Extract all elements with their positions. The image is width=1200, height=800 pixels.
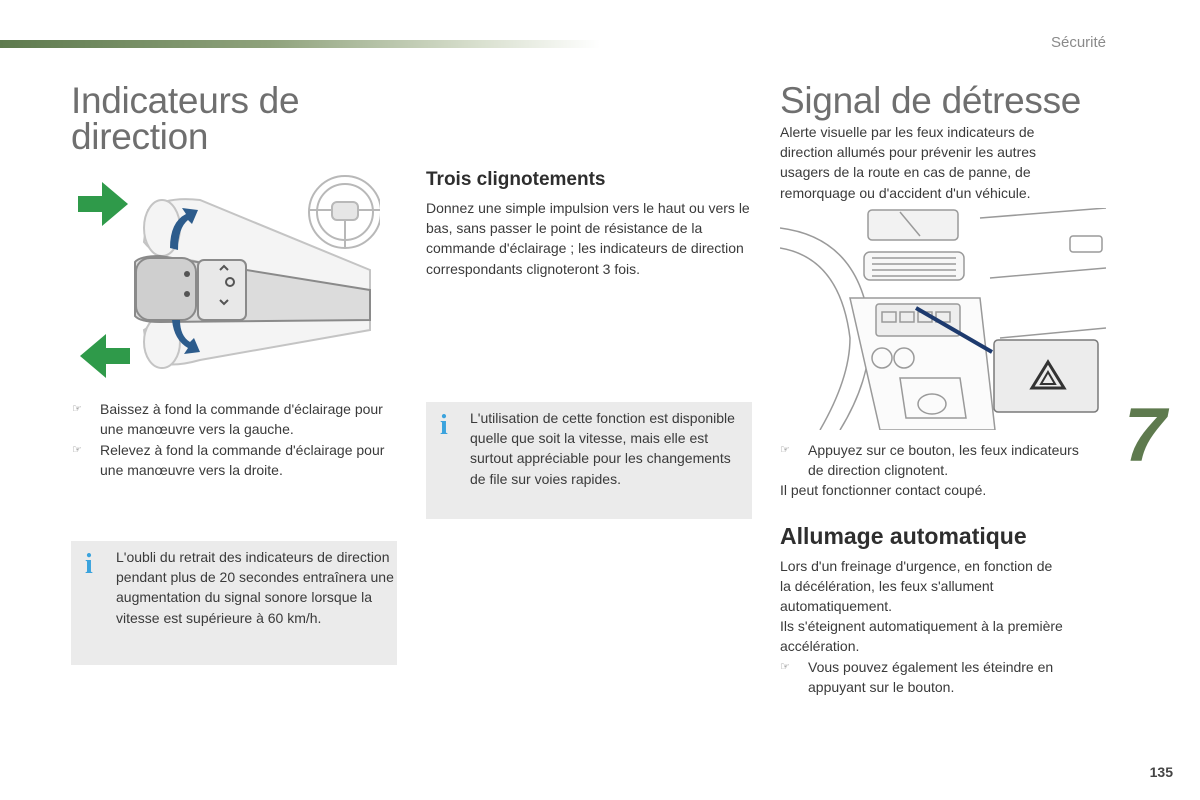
title-line-2: direction [71,116,209,157]
hazard-intro-text: Alerte visuelle par les feux indicateurs de direction allumés pour prévenir les autres usagers de la route en cas de panne, de remorquage ou d'accident d'un véhicule. [780,124,1037,201]
hazard-note: Il peut fonctionner contact coupé. [780,482,987,498]
bullet-text: Vous pouvez également les éteindre en appuyant sur le bouton. [808,659,1054,696]
section-label: Sécurité [1050,34,1106,51]
info-icon: i [85,549,93,580]
pointing-hand-icon: ☞ [72,444,82,456]
steering-wheel-icon [780,248,850,430]
header-accent-bar [0,40,600,48]
dashboard-illustration [780,208,1106,430]
info-box-middle [426,402,752,519]
info-box-left [71,541,397,665]
three-flashes-text: Donnez une simple impulsion vers le haut ou vers le bas, sans passer le point de résistance de la commande d'éclairage ; les indicateurs de direction correspondants clignoteront 3 fois. [426,200,750,277]
automatic-text-2: Ils s'éteignent automatiquement à la première accélération. [780,618,1063,655]
pointing-hand-icon: ☞ [780,444,790,456]
automatic-text-1: Lors d'un freinage d'urgence, en fonction de la décélération, les feux s'allument automatiquement. [780,558,1053,615]
info-icon: i [440,410,448,441]
bullet-item-right-1 [780,440,1080,480]
page-number: 135 [1149,764,1173,780]
title-hazard-signal: Signal de détresse [780,80,1082,121]
title-line-1: Indicateurs de [71,80,300,121]
stalk-illustration [70,170,380,385]
chapter-number: 7 [1124,393,1167,478]
bullet-text: Baissez à fond la commande d'éclairage pour une manœuvre vers la gauche. [100,401,383,438]
bullet-text: Appuyez sur ce bouton, les feux indicateurs de direction clignotent. [808,442,1079,479]
pointing-hand-icon: ☞ [780,661,790,673]
heading-automatic: Allumage automatique [780,523,1027,549]
info-text: L'utilisation de cette fonction est disponible quelle que soit la vitesse, mais elle est surtout appréciable pour les changements de file sur voies rapides. [470,410,735,487]
heading-three-flashes: Trois clignotements [426,169,606,190]
title-indicators [71,80,300,157]
bullet-text: Relevez à fond la commande d'éclairage pour une manœuvre vers la droite. [100,442,385,479]
info-text: L'oubli du retrait des indicateurs de direction pendant plus de 20 secondes entraînera une augmentation du signal sonore lorsque la vitesse est supérieure à 60 km/h. [116,549,394,626]
right-arrow-icon [78,182,128,226]
steering-wheel-icon [309,176,380,248]
hazard-button-callout [994,340,1098,412]
bullet-item-right-2 [780,657,1090,697]
pointing-hand-icon: ☞ [72,403,82,415]
bullet-item-left-2 [72,440,392,480]
bullet-item-left-1 [72,399,392,439]
left-arrow-icon [80,334,130,378]
